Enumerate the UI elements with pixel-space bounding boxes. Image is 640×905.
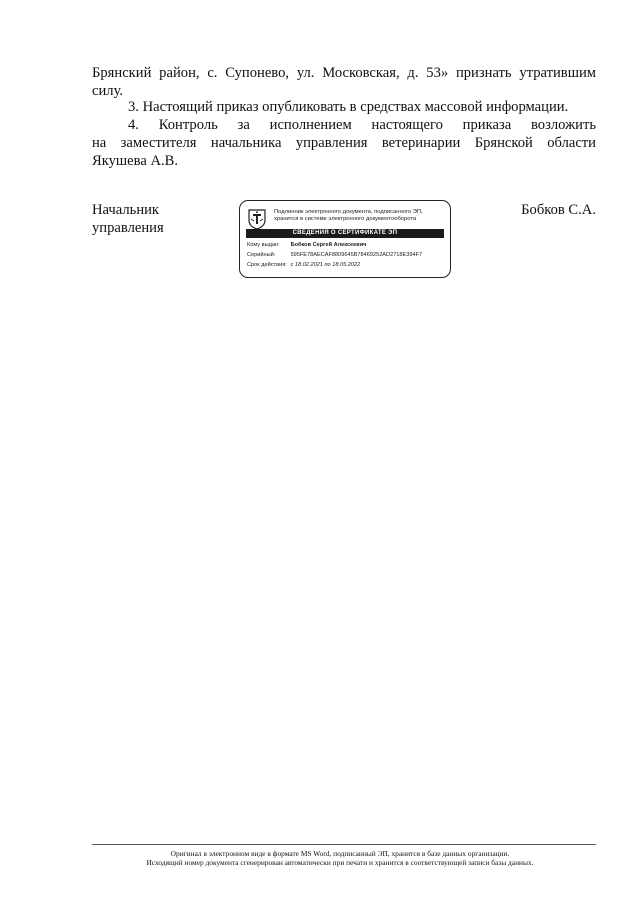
stamp-header-text: Подлинник электронного документа, подписанного ЭП, хранится в системе электронного документооборота bbox=[274, 209, 423, 222]
validity-value: с 18.02.2021 по 18.05.2022 bbox=[290, 262, 361, 268]
stamp-issued-to-row bbox=[247, 242, 366, 249]
serial-label: Серийный: bbox=[247, 252, 276, 258]
paragraph-1-line-2: силу. bbox=[92, 83, 124, 99]
issued-to-label: Кому выдан: bbox=[247, 242, 280, 248]
footer-note-line-2: Исходящий номер документа сгенерирован автоматически при печати и хранится в соответствующей записи базы данных. bbox=[146, 858, 534, 867]
coat-of-arms-icon bbox=[247, 208, 267, 230]
validity-label: Срок действия: bbox=[247, 262, 287, 268]
stamp-serial-row bbox=[247, 252, 422, 259]
signatory-name: Бобков С.А. bbox=[521, 202, 596, 218]
paragraph-4-line-1: 4. Контроль за исполнением настоящего приказа возложить bbox=[128, 117, 596, 133]
paragraph-3: 3. Настоящий приказ опубликовать в средствах массовой информации. bbox=[128, 99, 569, 115]
electronic-signature-stamp bbox=[239, 200, 451, 278]
paragraph-1-line-1: Брянский район, с. Супонево, ул. Московская, д. 53» признать утратившим bbox=[92, 65, 596, 81]
footer-divider bbox=[92, 844, 596, 845]
footer-note-line-1: Оригинал в электронном виде в формате MS Word, подписанный ЭП, хранится в базе данных организации. bbox=[170, 849, 510, 858]
stamp-validity-row bbox=[247, 262, 360, 269]
signatory-position: Начальник управления bbox=[92, 202, 164, 236]
serial-value: 595FE78AECAF8809645B78469252AD2718E394F7 bbox=[290, 252, 423, 258]
paragraph-4-line-3: Якушева А.В. bbox=[92, 153, 179, 169]
stamp-certificate-title: СВЕДЕНИЯ О СЕРТИФИКАТЕ ЭП bbox=[246, 229, 444, 238]
issued-to-value: Бобков Сергей Алексеевич bbox=[290, 242, 367, 248]
paragraph-4-line-2: на заместителя начальника управления ветеринарии Брянской области bbox=[92, 135, 596, 151]
